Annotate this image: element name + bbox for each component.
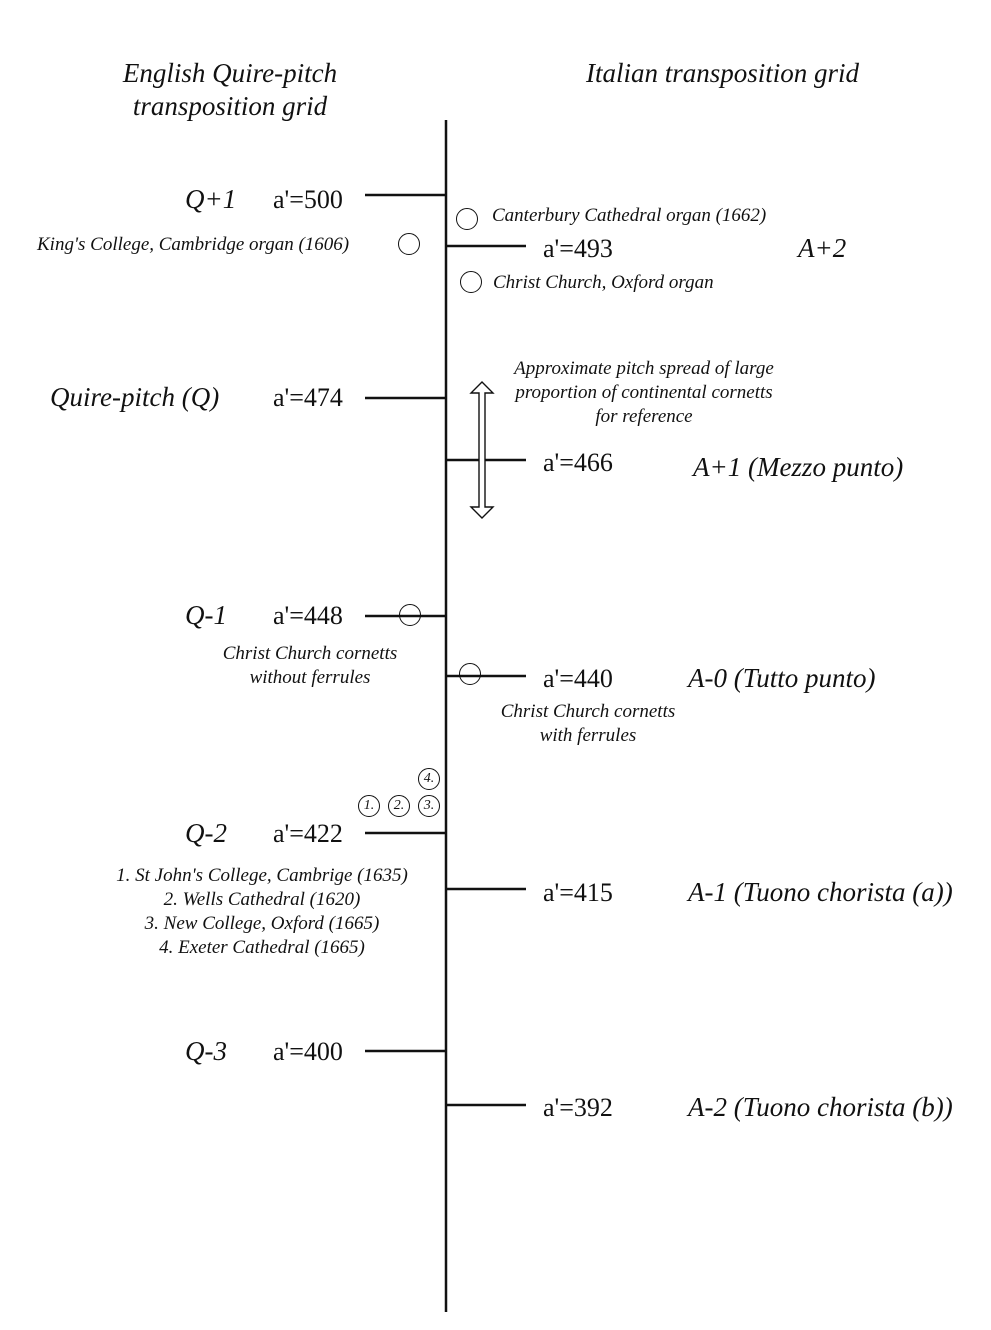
label-q-minus-2: Q-2 [185,818,227,848]
english-header-line2: transposition grid [132,91,328,121]
pitch-493: a'=493 [543,234,613,263]
cornetts-with-line1: Christ Church cornetts [500,701,676,722]
pitch-400: a'=400 [273,1037,343,1066]
marker-2: 2. [388,795,410,817]
q2-list-item-1: 1. St John's College, Cambrige (1635) [116,865,408,886]
pitch-spread-note [494,357,794,429]
spread-note-line1: Approximate pitch spread of large [514,358,774,379]
pitch-466: a'=466 [543,448,613,477]
label-a-0: A-0 (Tutto punto) [688,663,876,693]
english-grid-header [80,57,380,123]
kings-college-marker-circle [398,233,420,255]
kings-college-note: King's College, Cambridge organ (1606) [37,234,350,255]
label-q-plus-1: Q+1 [185,184,237,214]
christ-church-organ-marker-circle [460,271,482,293]
christ-church-organ-note: Christ Church, Oxford organ [493,272,714,293]
pitch-448: a'=448 [273,601,343,630]
cornetts-with-ferrules-marker-circle [459,663,481,685]
label-a-plus-1: A+1 (Mezzo punto) [693,452,904,482]
label-a-minus-1: A-1 (Tuono chorista (a)) [688,877,953,907]
pitch-440: a'=440 [543,664,613,693]
cornetts-with-line2: with ferrules [539,725,637,746]
pitch-500: a'=500 [273,185,343,214]
marker-1: 1. [358,795,380,817]
marker-3: 3. [418,795,440,817]
cornetts-without-line2: without ferrules [249,667,371,688]
english-header-line1: English Quire-pitch [122,58,338,88]
cornetts-without-ferrules-marker-circle [399,604,421,626]
q2-list-item-4: 4. Exeter Cathedral (1665) [159,937,365,958]
pitch-474: a'=474 [273,383,343,412]
label-a-plus-2: A+2 [798,233,847,263]
canterbury-note: Canterbury Cathedral organ (1662) [492,205,767,226]
spread-note-line3: for reference [595,406,693,427]
label-a-minus-2: A-2 (Tuono chorista (b)) [688,1092,953,1122]
cornetts-without-line1: Christ Church cornetts [222,643,398,664]
label-q-minus-1: Q-1 [185,600,227,630]
pitch-415: a'=415 [543,878,613,907]
label-quire-pitch: Quire-pitch (Q) [50,382,220,412]
spread-note-line2: proportion of continental cornetts [515,382,773,403]
q2-list-item-3: 3. New College, Oxford (1665) [144,913,380,934]
q2-list-item-2: 2. Wells Cathedral (1620) [163,889,361,910]
q2-instrument-list [82,864,442,960]
pitch-422: a'=422 [273,819,343,848]
cornetts-with-ferrules-note [468,700,708,748]
italian-grid-header: Italian transposition grid [585,58,860,88]
label-q-minus-3: Q-3 [185,1036,227,1066]
canterbury-marker-circle [456,208,478,230]
pitch-spread-arrow [471,382,493,518]
pitch-392: a'=392 [543,1093,613,1122]
cornetts-without-ferrules-note [190,642,430,690]
marker-4: 4. [418,768,440,790]
